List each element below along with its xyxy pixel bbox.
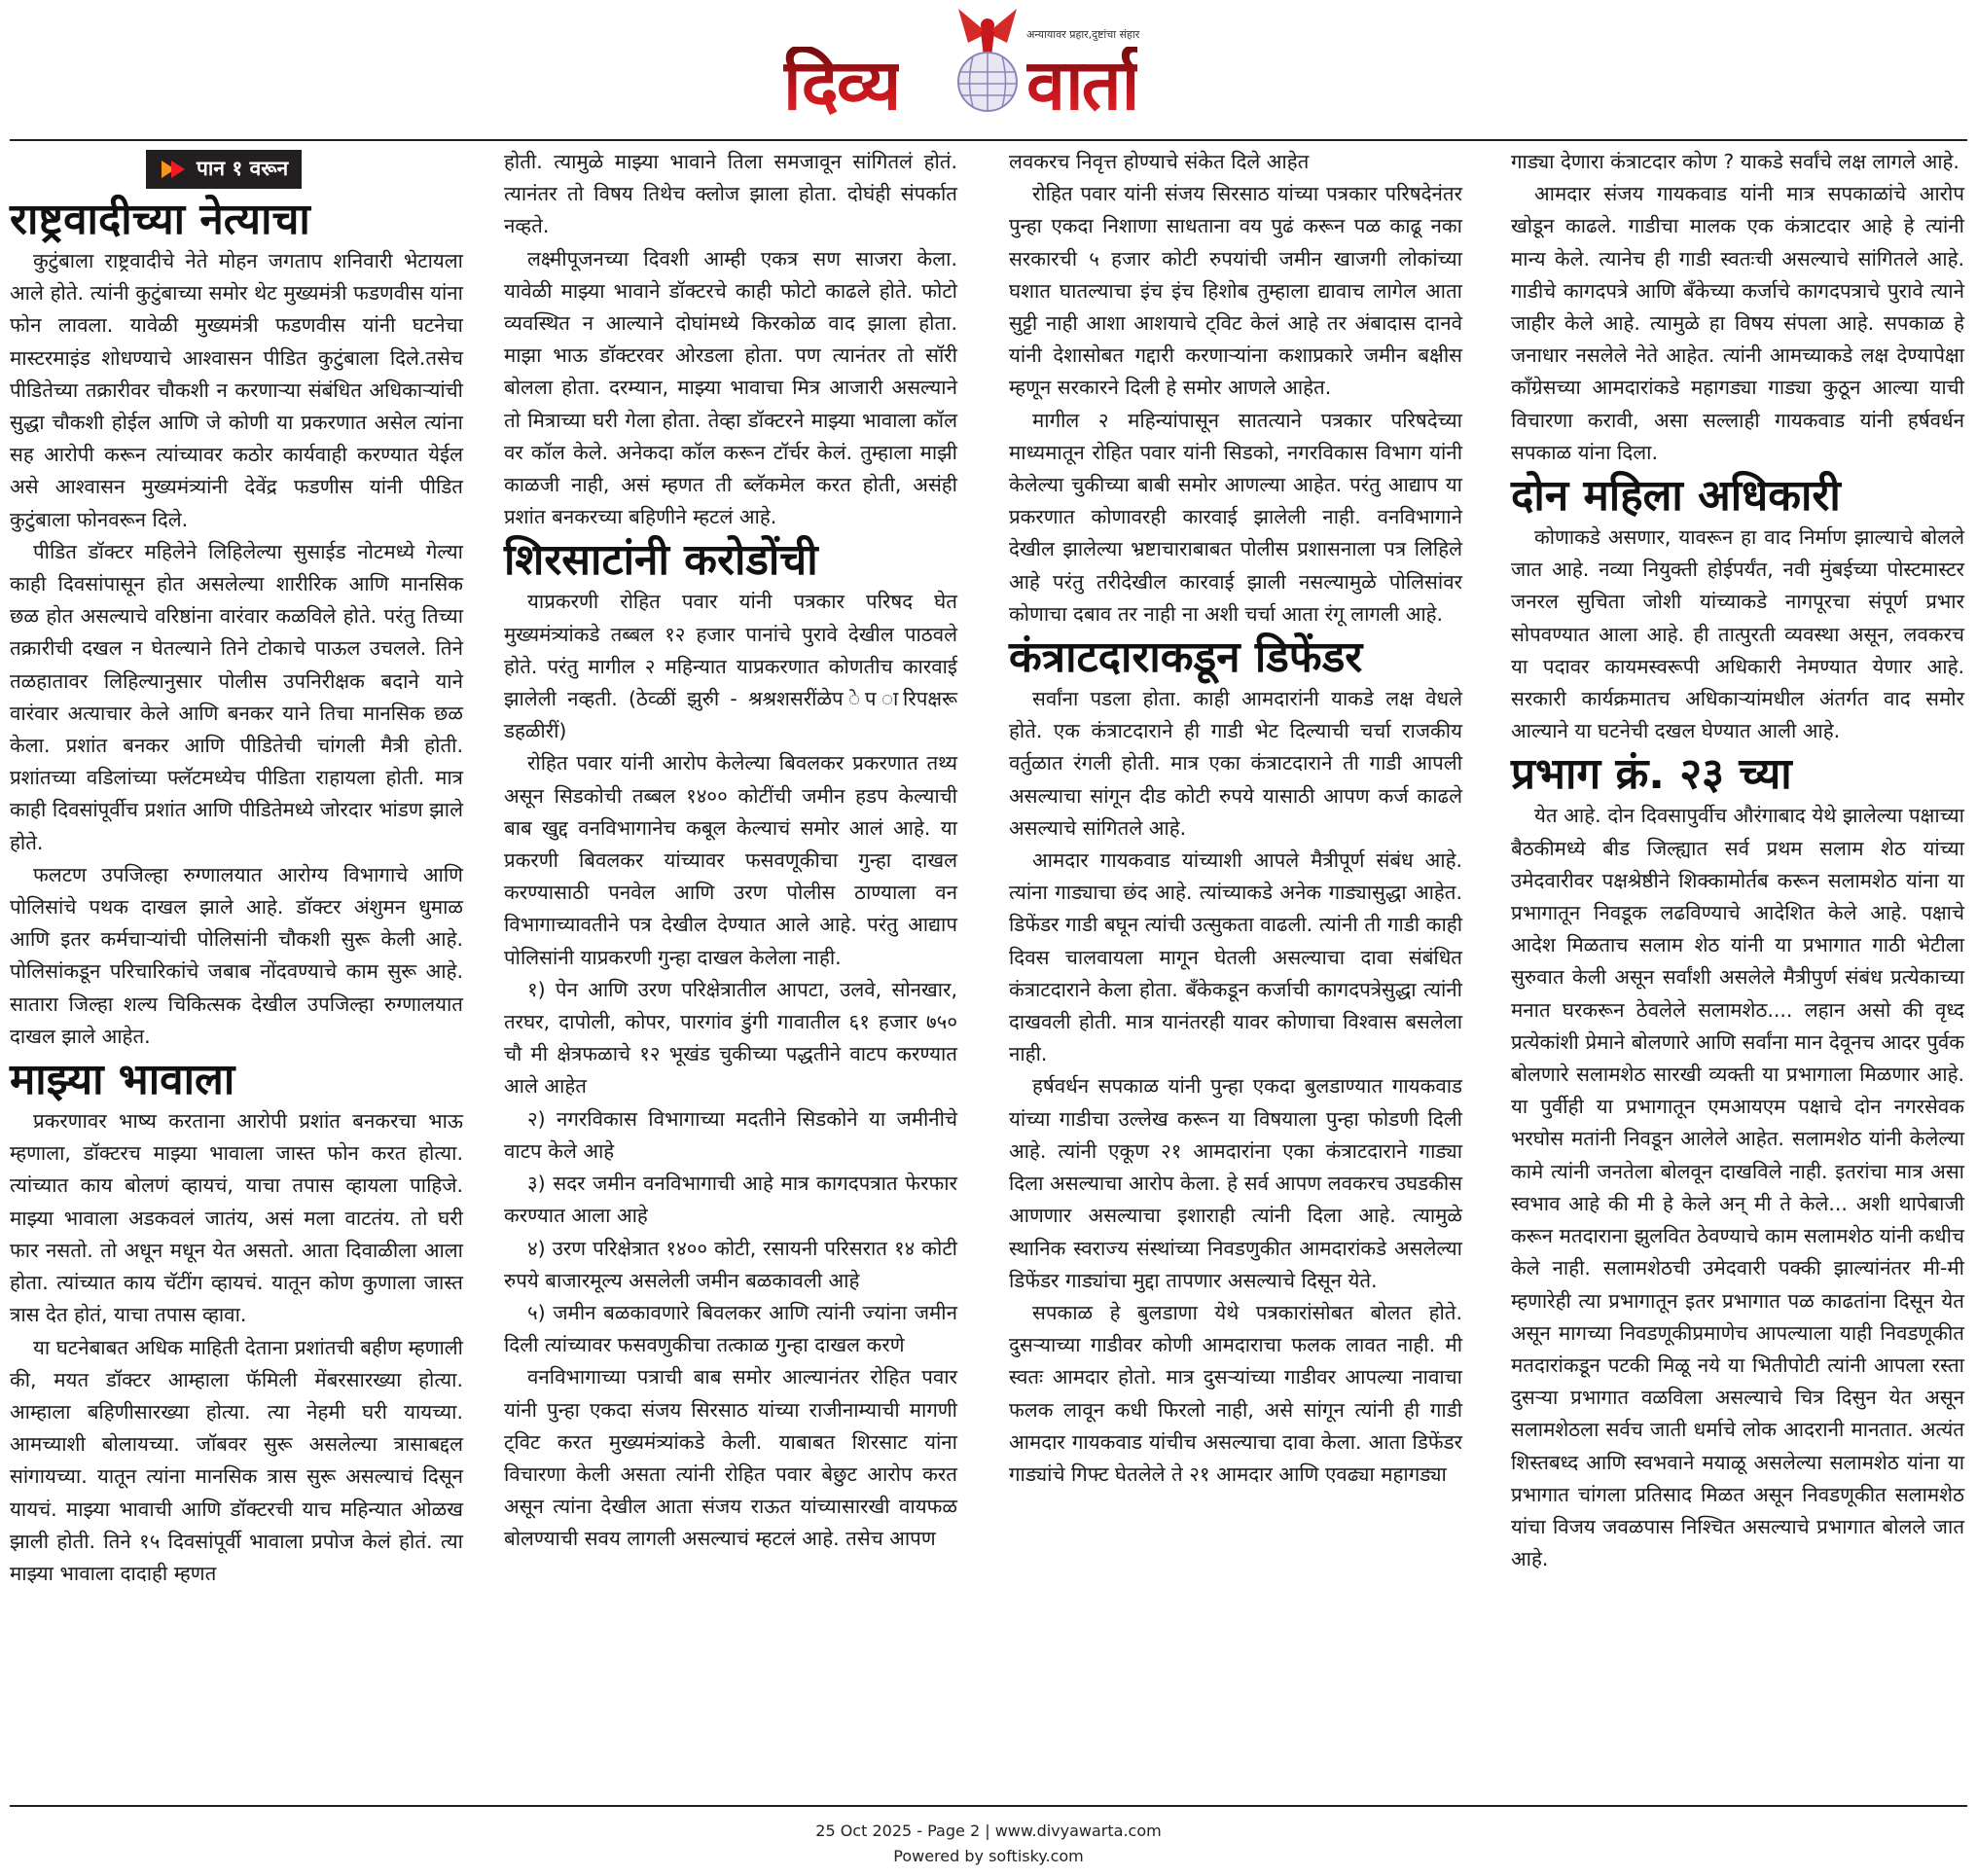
- article-paragraph: २) नगरविकास विभागाच्या मदतीने सिडकोने या जमीनीचे वाटप केले आहे: [504, 1106, 957, 1163]
- article-paragraph: आमदार संजय गायकवाड यांनी मात्र सपकाळांचे आरोप खोडून काढले. गाडीचा मालक एक कंत्राटदार आहे हे त्यांनी मान्य केले. त्यानेच ही गाडी स्वतःची असल्याचे सांगितले आहे. गाडीचे कागदपत्रे आणि बँकेच्या कर्जाचे कागदपत्राचे पुरावे त्याने जाहीर केले आहे. त्यामुळे हा विषय संपला आहे. सपकाळ हे जनाधार नसलेले नेते आहेत. त्यांनी आमच्याकडे लक्ष देण्यापेक्षा काँग्रेसच्या आमदारांकडे महागड्या गाड्या कुठून आल्या याची विचारणा करावी, असा सल्लाही गायकवाड यांनी हर्षवर्धन सपकाळ यांना दिला.: [1511, 182, 1964, 464]
- article-paragraph: याप्रकरणी रोहित पवार यांनी पत्रकार परिषद घेत मुख्यमंत्र्यांकडे तब्बल १२ हजार पानांचे पुरावे देखील पाठवले होते. परंतु मागील २ महिन्यात याप्रकरणात कोणतीच कारवाई झालेली नव्हती. (ठेव्ळीं झुरुी - श्रश्रशसरींळेप ेप ारिपक्षरू डहळीरीं): [504, 590, 957, 743]
- article-paragraph: होती. त्यामुळे माझ्या भावाने तिला समजावून सांगितलं होतं. त्यानंतर तो विषय तिथेच क्लोज झाला होता. दोघंही संपर्कात नव्हते.: [504, 150, 957, 238]
- article-headline: प्रभाग क्रं. २३ च्या: [1511, 749, 1792, 800]
- article-paragraph: आमदार गायकवाड यांच्याशी आपले मैत्रीपूर्ण संबंध आहे. त्यांना गाड्याचा छंद आहे. त्यांच्याकडे अनेक गाड्यासुद्धा आहेत. डिफेंडर गाडी बघून त्यांची उत्सुकता वाढली. त्यांनी ती गाडी काही दिवस चालवायला मागून घेतली असल्याचा दावा संबंधित कंत्राटदाराने केला होता. बँकेकडून कर्जाची कागदपत्रेसुद्धा त्यांनी दाखवली होती. मात्र यानंतरही यावर कोणाचा विश्वास बसलेला नाही.: [1009, 848, 1462, 1066]
- column-1: [10, 146, 463, 1590]
- article-paragraph: लवकरच निवृत्त होण्याचे संकेत दिले आहेत: [1009, 150, 1310, 173]
- article-paragraph: रोहित पवार यांनी संजय सिरसाठ यांच्या पत्रकार परिषदेनंतर पुन्हा एकदा निशाणा साधताना वय पुढं करून पळ काढू नका सरकारची ५ हजार कोटी रुपयांची जमीन खाजगी लोकांच्या घशात घातल्याचा इंच इंच हिशोब तुम्हाला द्यावाच लागेल आता सुट्टी नाही आशा आशयाचे ट्विट केलं आहे तर अंबादास दानवे यांनी देशासोबत गद्दारी करणाऱ्यांना कशाप्रकारे जमीन बक्षीस म्हणून सरकारने दिली हे समोर आणले आहेत.: [1009, 182, 1462, 400]
- logo-text-right: वार्ता: [1026, 44, 1138, 126]
- footer-powered-by: Powered by softisky.com: [893, 1847, 1084, 1865]
- article-paragraph: ३) सदर जमीन वनविभागाची आहे मात्र कागदपत्रात फेरफार करण्यात आला आहे: [504, 1172, 957, 1228]
- column-2: [504, 146, 957, 1556]
- article-paragraph: गाड्या देणारा कंत्राटदार कोण ? याकडे सर्वांचे लक्ष लागले आहे.: [1511, 150, 1959, 173]
- article-headline: राष्ट्रवादीच्या नेत्याचा: [10, 195, 310, 244]
- article-paragraph: पीडित डॉक्टर महिलेने लिहिलेल्या सुसाईड नोटमध्ये गेल्या काही दिवसांपासून होत असलेल्या शारीरिक आणि मानसिक छळ होत असल्याचे वरिष्ठांना वारंवार कळविले होते. परंतु तिच्या तक्रारीची दखल न घेतल्याने तिने टोकाचे पाऊल उचलले. तिने तळहातावर लिहिल्यानुसार पोलीस उपनिरीक्षक बदाने याने वारंवार अत्याचार केले आणि बनकर याने तिचा मानसिक छळ केला. प्रशांत बनकर आणि पीडितेची चांगली मैत्री होती. प्रशांतच्या वडिलांच्या फ्लॅटमध्येच पीडिता राहायला होती. मात्र काही दिवसांपूर्वीच प्रशांत आणि पीडितेमध्ये जोरदार भांडण झाले होते.: [10, 539, 463, 854]
- article-paragraph: ४) उरण परिक्षेत्रात १४०० कोटी, रसायनी परिसरात १४ कोटी रुपये बाजारमूल्य असलेली जमीन बळकावली आहे: [504, 1236, 957, 1292]
- article-paragraph: १) पेन आणि उरण परिक्षेत्रातील आपटा, उलवे, सोनखार, तरघर, दापोली, कोपर, पारगांव डुंगी गावातील ६१ हजार ७५० चौ मी क्षेत्रफळाचे १२ भूखंड चुकीच्या पद्धतीने वाटप करण्यात आले आहेत: [504, 977, 957, 1099]
- article-paragraph: लक्ष्मीपूजनच्या दिवशी आम्ही एकत्र सण साजरा केला. यावेळी माझ्या भावाने डॉक्टरचे काही फोटो काढले होते. फोटो व्यवस्थित न आल्याने दोघांमध्ये किरकोळ वाद झाला होता. माझा भाऊ डॉक्टरवर ओरडला होता. पण त्यानंतर तो सॉरी बोलला होता. दरम्यान, माझ्या भावाचा मित्र आजारी असल्याने तो मित्राच्या घरी गेला होता. तेव्हा डॉक्टरने माझ्या भावाला कॉल वर कॉल केले. अनेकदा कॉल करून टॉर्चर केलं. तुम्हाला माझी काळजी नाही, असं म्हणत ती ब्लॅकमेल करत होती, असंही प्रशांत बनकरच्या बहिणीने म्हटलं आहे.: [504, 246, 957, 529]
- article-paragraph: सर्वांना पडला होता. काही आमदारांनी याकडे लक्ष वेधले होते. एक कंत्राटदाराने ही गाडी भेट दिल्याची चर्चा राजकीय वर्तुळात रंगली होती. मात्र एका कंत्राटदाराने ती गाडी आपली असल्याचा सांगून दीड कोटी रुपये यासाठी आपण कर्ज काढले असल्याचे सांगितले आहे.: [1009, 687, 1462, 840]
- article-paragraph: येत आहे. दोन दिवसापुर्वीच औरंगाबाद येथे झालेल्या पक्षाच्या बैठकीमध्ये बीड जिल्ह्यात सर्व प्रथम सलाम शेठ यांच्या उमेदवारीवर पक्षश्रेष्ठीने शिक्कामोर्तब करून सलामशेठ यांना या प्रभागातून निवडूक लढविण्याचे आदेशित केले आहे. पक्षाचे आदेश मिळताच सलाम शेठ यांनी या प्रभागात गाठी भेटीला सुरुवात केली असून सर्वांशी असलेले मैत्रीपुर्ण संबंध प्रत्येकाच्या मनात घरकरून ठेवलेले सलामशेठ.... लहान असो की वृध्द प्रत्येकांशी प्रेमाने बोलणारे आणि सर्वांना मान देवूनच आदर पुर्वक बोलणारे सलामशेठ सारखी व्यक्ती या प्रभागाला मिळणार आहे. या पुर्वीही या प्रभागातून एमआयएम पक्षाचे दोन नगरसेवक भरघोस मतांनी निवडून आलेले आहेत. सलामशेठ यांनी केलेल्या कामे त्यांनी जनतेला बोलवून दाखविले नाही. इतरांचा मात्र असा स्वभाव आहे की मी हे केले अन् मी ते केले... अशी थापेबाजी करून मतदाराना झुलवित ठेवण्याचे काम सलामशेठ यांनी कधीच केले नाही. सलामशेठची उमेदवारी पक्की झाल्यांनंतर मी-मी म्हणारेही त्या प्रभागातून इतर प्रभागात पळ काढतांना दिसून येत असून मागच्या निवडणूकीप्रमाणेच आपल्याला याही निवडणूकीत मतदारांकडून पटकी मिळू नये या भितीपोटी त्यांनी आपला रस्ता दुसऱ्या प्रभागात वळविला असल्याचे चित्र दिसुन येत असून सलामशेठला सर्वच जाती धर्माचे लोक आदरानी मानतात. अत्यंत शिस्तबध्द आणि स्वभवाने मयाळू असलेल्या सलामशेठ यांना या प्रभागात चांगला प्रतिसाद मिळत असून निवडणूकीत सलामशेठ यांचा विजय जवळपास निश्चित असल्याचे प्रभागात बोलले जात आहे.: [1511, 804, 1964, 1571]
- article-paragraph: ५) जमीन बळकावणारे बिवलकर आणि त्यांनी ज्यांना जमीन दिली त्यांच्यावर फसवणुकीचा तत्काळ गुन्हा दाखल करणे: [504, 1300, 957, 1357]
- tagline: अन्यायावर प्रहार,दुष्टांचा संहार: [1026, 28, 1140, 41]
- article-headline: माझ्या भावाला: [10, 1055, 235, 1105]
- article-paragraph: कोणाकडे असणार, यावरून हा वाद निर्माण झाल्याचे बोलले जात आहे. नव्या नियुक्ती होईपर्यंत, नवी मुंबईच्या पोस्टमास्टर जनरल सुचिता जोशी यांच्याकडे नागपूरचा संपूर्ण प्रभार सोपवण्यात आला आहे. ही तात्पुरती व्यवस्था असून, लवकरच या पदावर कायमस्वरूपी अधिकारी नेमण्यात येणार आहे. सरकारी कार्यक्रमातच अधिकाऱ्यांमधील अंतर्गत वाद समोर आल्याने या घटनेची दखल घेण्यात आली आहे.: [1511, 525, 1964, 743]
- article-paragraph: मागील २ महिन्यांपासून सातत्याने पत्रकार परिषदेच्या माध्यमातून रोहित पवार यांनी सिडको, नगरविकास विभाग यांनी केलेल्या चुकीच्या बाबी समोर आणल्या आहेत. परंतु आद्याप या प्रकरणात कोणावरही कारवाई झालेली नाही. वनविभागाने देखील झालेल्या भ्रष्टाचाराबाबत पोलीस प्रशासनाला पत्र लिहिले आहे परंतु तरीदेखील कारवाई झाली नसल्यामुळे पोलिसांवर कोणाचा दबाव तर नाही ना अशी चर्चा आता रंगू लागली आहे.: [1009, 408, 1462, 626]
- article-paragraph: वनविभागाच्या पत्राची बाब समोर आल्यानंतर रोहित पवार यांनी पुन्हा एकदा संजय सिरसाठ यांच्या राजीनाम्याची मागणी ट्विट करत मुख्यमंत्र्यांकडे केली. याबाबत शिरसाट यांना विचारणा केली असता त्यांनी रोहित पवार बेछुट आरोप करत असून त्यांना देखील आता संजय राऊत यांच्यासारखी वायफळ बोलण्याची सवय लागली असल्याचं म्हटलं आहे. तसेच आपण: [504, 1365, 957, 1551]
- column-4: [1511, 146, 1964, 1575]
- column-3: [1009, 146, 1462, 1491]
- article-paragraph: प्रकरणावर भाष्य करताना आरोपी प्रशांत बनकरचा भाऊ म्हणाला, डॉक्टरच माझ्या भावाला जास्त फोन करत होत्या. त्यांच्यात काय बोलणं व्हायचं, याचा तपास व्हायला पाहिजे. माझ्या भावाला अडकवलं जातंय, असं मला वाटतंय. तो घरी फार नसतो. तो अधून मधून येत असतो. आता दिवाळीला आला होता. त्यांच्यात काय चॅटींग व्हायचं. यातून कोण कुणाला जास्त त्रास देत होतं, याचा तपास व्हावा.: [10, 1109, 463, 1327]
- footer-date-page: 25 Oct 2025 - Page 2 | www.divyawarta.com: [815, 1822, 1162, 1840]
- article-paragraph: कुटुंबाला राष्ट्रवादीचे नेते मोहन जगताप शनिवारी भेटायला आले होते. त्यांनी कुटुंबाच्या समोर थेट मुख्यमंत्री फडणवीस यांना फोन लावला. यावेळी मुख्यमंत्री फडणवीस यांनी घटनेचा मास्टरमाइंड शोधण्याचे आश्वासन पीडित कुटुंबाला दिले.तसेच पीडितेच्या तक्रारीवर चौकशी न करणाऱ्या संबंधित अधिकाऱ्यांची सुद्धा चौकशी होईल आणि जे कोणी या प्रकरणात असेल त्यांना सह आरोपी करून त्यांच्यावर कठोर कार्यवाही करण्यात येईल असे आश्वासन मुख्यमंत्र्यांनी देवेंद्र फडणीस यांनी पीडित कुटुंबाला फोनवरून दिले.: [10, 249, 463, 531]
- article-headline: कंत्राटदाराकडून डिफेंडर: [1009, 632, 1363, 683]
- article-paragraph: फलटण उपजिल्हा रुग्णालयात आरोग्य विभागाचे आणि पोलिसांचे पथक दाखल झाले आहे. डॉक्टर अंशुमन धुमाळ आणि इतर कर्मचाऱ्यांची पोलिसांनी चौकशी सुरू केली आहे. पोलिसांकडून परिचारिकांचे जबाब नोंदवण्याचे काम सुरू आहे. सातारा जिल्हा शल्य चिकित्सक देखील उपजिल्हा रुग्णालयात दाखल झाले आहेत.: [10, 862, 463, 1048]
- article-paragraph: हर्षवर्धन सपकाळ यांनी पुन्हा एकदा बुलडाण्यात गायकवाड यांच्या गाडीचा उल्लेख करून या विषयाला पुन्हा फोडणी दिली आहे. त्यांनी एकूण २१ आमदारांना एका कंत्राटदाराने गाड्या दिला असल्याचा आरोप केला. हे सर्व आपण लवकरच उघडकीस आणणार असल्याचा इशाराही त्यांनी दिला आहे. त्यामुळे स्थानिक स्वराज्य संस्थांच्या निवडणुकीत आमदारांकडे असलेल्या डिफेंडर गाड्यांचा मुद्दा तापणार असल्याचे दिसून येते.: [1009, 1074, 1462, 1292]
- article-headline: शिरसाटांनी करोडोंची: [504, 535, 818, 586]
- arrow-icon: [160, 159, 189, 180]
- article-paragraph: या घटनेबाबत अधिक माहिती देताना प्रशांतची बहीण म्हणाली की, मयत डॉक्टर आम्हाला फॅमिली मेंबरसारख्या होत्या. आम्हाला बहिणीसारख्या होत्या. त्या नेहमी घरी यायच्या. आमच्याशी बोलायच्या. जॉबवर सुरू असलेल्या त्रासाबद्दल सांगायच्या. यातून त्यांना मानसिक त्रास सुरू असल्याचं दिसून यायचं. माझ्या भावाची आणि डॉक्टरची याच महिन्यात ओळख झाली होती. तिने १५ दिवसांपूर्वी भावाला प्रपोज केलं होतं. त्या माझ्या भावाला दादाही म्हणत: [10, 1335, 463, 1585]
- logo-text-left: दिव्य: [783, 44, 900, 126]
- top-divider: [10, 139, 1967, 141]
- eagle-globe-icon: [949, 4, 1026, 121]
- masthead-logo: [783, 4, 1211, 125]
- bottom-divider: [10, 1805, 1967, 1807]
- continued-badge-label: पान १ वरून: [197, 157, 289, 181]
- continued-from-page-badge: [146, 150, 302, 189]
- article-paragraph: सपकाळ हे बुलडाणा येथे पत्रकारांसोबत बोलत होते. दुसऱ्याच्या गाडीवर कोणी आमदाराचा फलक लावत नाही. मी स्वतः आमदार होतो. मात्र दुसऱ्यांच्या गाडीवर आपल्या नावाचा फलक लावून कधी फिरलो नाही, असे सांगून त्यांनी ही गाडी आमदार गायकवाड यांचीच असल्याचा दावा केला. आता डिफेंडर गाड्यांचे गिफ्ट घेतलेले ते २१ आमदार आणि एवढ्या महागड्या: [1009, 1300, 1462, 1486]
- article-paragraph: रोहित पवार यांनी आरोप केलेल्या बिवलकर प्रकरणात तथ्य असून सिडकोची तब्बल १४०० कोटींची जमीन हडप केल्याची बाब खुद्द वनविभागानेच कबूल केल्याचं समोर आलं आहे. या प्रकरणी बिवलकर यांच्यावर फसवणूकीचा गुन्हा दाखल करण्यासाठी पनवेल आणि उरण पोलीस ठाण्याला वन विभागाच्यावतीने पत्र देखील देण्यात आले आहे. परंतु आद्याप पोलिसांनी याप्रकरणी गुन्हा दाखल केलेला नाही.: [504, 751, 957, 969]
- article-headline: दोन महिला अधिकारी: [1511, 471, 1841, 522]
